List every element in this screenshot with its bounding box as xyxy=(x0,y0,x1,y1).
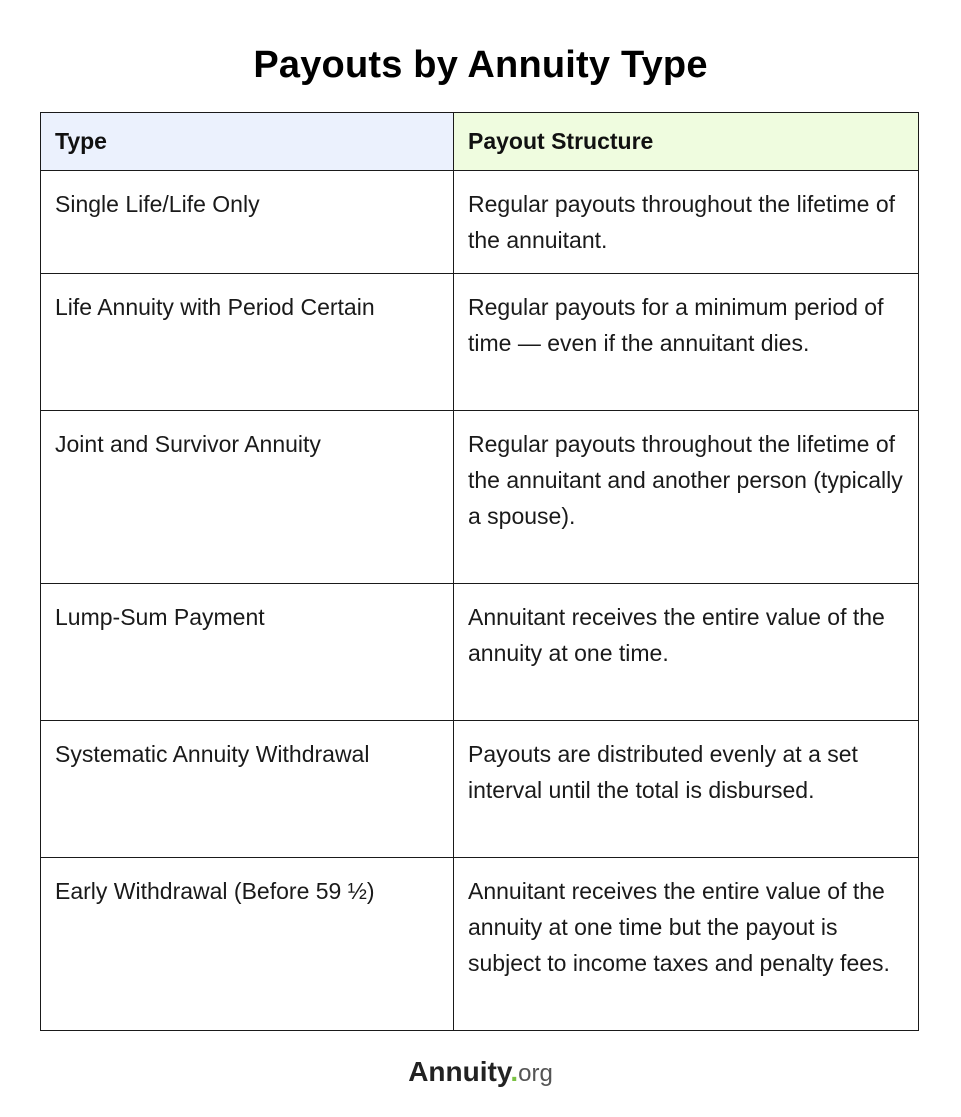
column-header-payout-structure: Payout Structure xyxy=(454,113,919,171)
logo-tld: org xyxy=(518,1060,553,1087)
cell-type: Joint and Survivor Annuity xyxy=(41,411,454,584)
table-row xyxy=(41,858,919,1031)
payout-table xyxy=(40,112,919,1031)
table-row xyxy=(41,584,919,721)
cell-payout-structure: Annuitant receives the entire value of the annuity at one time but the payout is subject to income taxes and penalty fees. xyxy=(454,858,919,1031)
table-row xyxy=(41,274,919,411)
logo-dot: . xyxy=(510,1056,519,1087)
table-row xyxy=(41,171,919,274)
table-row xyxy=(41,411,919,584)
logo-name: Annuity xyxy=(408,1056,511,1087)
cell-payout-structure: Annuitant receives the entire value of the annuity at one time. xyxy=(454,584,919,721)
table-header-row xyxy=(41,113,919,171)
cell-payout-structure: Regular payouts throughout the lifetime of the annuitant. xyxy=(454,171,919,274)
cell-type: Systematic Annuity Withdrawal xyxy=(41,721,454,858)
page-title: Payouts by Annuity Type xyxy=(253,44,708,86)
cell-type: Life Annuity with Period Certain xyxy=(41,274,454,411)
cell-type: Early Withdrawal (Before 59 ½) xyxy=(41,858,454,1031)
cell-payout-structure: Regular payouts throughout the lifetime of the annuitant and another person (typically a spouse). xyxy=(454,411,919,584)
cell-type: Single Life/Life Only xyxy=(41,171,454,274)
table-row xyxy=(41,721,919,858)
cell-payout-structure: Payouts are distributed evenly at a set interval until the total is disbursed. xyxy=(454,721,919,858)
cell-type: Lump-Sum Payment xyxy=(41,584,454,721)
column-header-type: Type xyxy=(41,113,454,171)
annuity-org-logo xyxy=(0,1056,961,1088)
cell-payout-structure: Regular payouts for a minimum period of time — even if the annuitant dies. xyxy=(454,274,919,411)
